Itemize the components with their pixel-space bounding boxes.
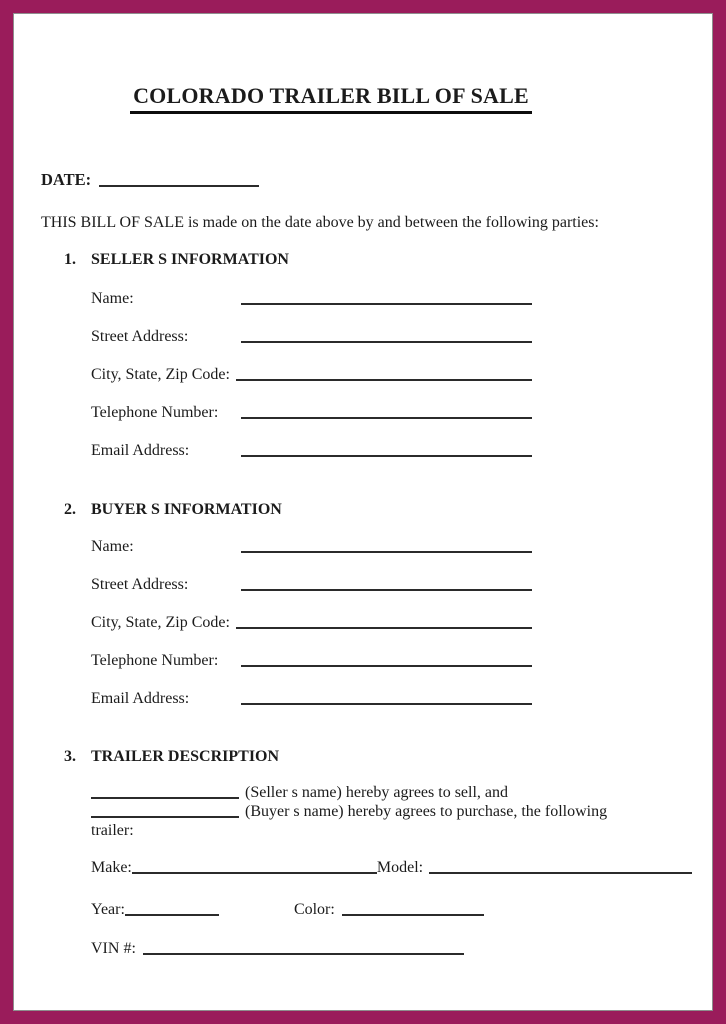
- field-label: Name:: [91, 538, 134, 555]
- color-label: Color:: [293, 901, 335, 918]
- field-label: Street Address:: [91, 576, 189, 593]
- field-row-seller-email: [91, 442, 532, 460]
- seller-agreement-line: [91, 783, 706, 802]
- field-label: Name:: [91, 290, 134, 307]
- section-2-heading: [64, 501, 282, 519]
- field-row-buyer-email: [91, 690, 532, 708]
- field-label: Street Address:: [91, 328, 189, 345]
- field-label: City, State, Zip Code:: [91, 366, 230, 383]
- field-input-line[interactable]: [236, 379, 532, 381]
- buyer-agreement-line: [91, 802, 706, 821]
- field-input-line[interactable]: [241, 417, 532, 419]
- field-input-line[interactable]: [241, 703, 532, 705]
- section-1-title: SELLER S INFORMATION: [91, 251, 289, 268]
- vin-input-line[interactable]: [143, 953, 464, 955]
- field-input-line[interactable]: [236, 627, 532, 629]
- field-row-buyer-phone: [91, 652, 532, 670]
- section-3-heading: [64, 748, 279, 766]
- year-color-row: [91, 901, 484, 919]
- date-input-line[interactable]: [99, 185, 259, 187]
- section-2-number: 2.: [64, 501, 76, 518]
- model-label: Model:: [376, 859, 424, 876]
- agreement-paragraph: [91, 783, 706, 840]
- field-input-line[interactable]: [241, 665, 532, 667]
- color-input-line[interactable]: [342, 914, 484, 916]
- seller-agreement-text: (Seller s name) hereby agrees to sell, and: [245, 784, 509, 801]
- field-label: Email Address:: [91, 442, 190, 459]
- field-row-buyer-name: [91, 538, 532, 556]
- field-label: Email Address:: [91, 690, 190, 707]
- document-title: COLORADO TRAILER BILL OF SALE: [130, 83, 532, 114]
- field-input-line[interactable]: [241, 551, 532, 553]
- vin-row: [91, 940, 464, 958]
- date-label: DATE:: [41, 170, 92, 189]
- field-label: Telephone Number:: [91, 404, 219, 421]
- section-1-number: 1.: [64, 251, 76, 268]
- agreement-continuation: trailer:: [91, 822, 134, 839]
- seller-name-input-line[interactable]: [91, 797, 239, 799]
- year-label: Year:: [91, 901, 125, 918]
- make-label: Make:: [91, 859, 132, 876]
- section-3-number: 3.: [64, 748, 76, 765]
- model-input-line[interactable]: [429, 872, 692, 874]
- field-row-seller-city: [91, 366, 532, 384]
- buyer-name-input-line[interactable]: [91, 816, 239, 818]
- year-input-line[interactable]: [125, 914, 219, 916]
- field-input-line[interactable]: [241, 455, 532, 457]
- make-model-row: [91, 859, 692, 877]
- section-3-title: TRAILER DESCRIPTION: [91, 748, 280, 765]
- vin-label: VIN #:: [91, 940, 136, 957]
- field-label: City, State, Zip Code:: [91, 614, 230, 631]
- intro-paragraph: THIS BILL OF SALE is made on the date above by and between the following parties:: [41, 214, 599, 231]
- field-row-seller-phone: [91, 404, 532, 422]
- document-page: [13, 13, 713, 1011]
- section-1-heading: [64, 251, 289, 269]
- field-row-seller-street: [91, 328, 532, 346]
- field-input-line[interactable]: [241, 303, 532, 305]
- field-input-line[interactable]: [241, 589, 532, 591]
- field-row-seller-name: [91, 290, 532, 308]
- field-row-buyer-street: [91, 576, 532, 594]
- field-label: Telephone Number:: [91, 652, 219, 669]
- date-row: [41, 170, 259, 190]
- field-input-line[interactable]: [241, 341, 532, 343]
- title-block: [41, 83, 621, 114]
- make-input-line[interactable]: [132, 872, 377, 874]
- section-2-title: BUYER S INFORMATION: [91, 501, 282, 518]
- field-row-buyer-city: [91, 614, 532, 632]
- buyer-agreement-text: (Buyer s name) hereby agrees to purchase, the following: [245, 803, 608, 820]
